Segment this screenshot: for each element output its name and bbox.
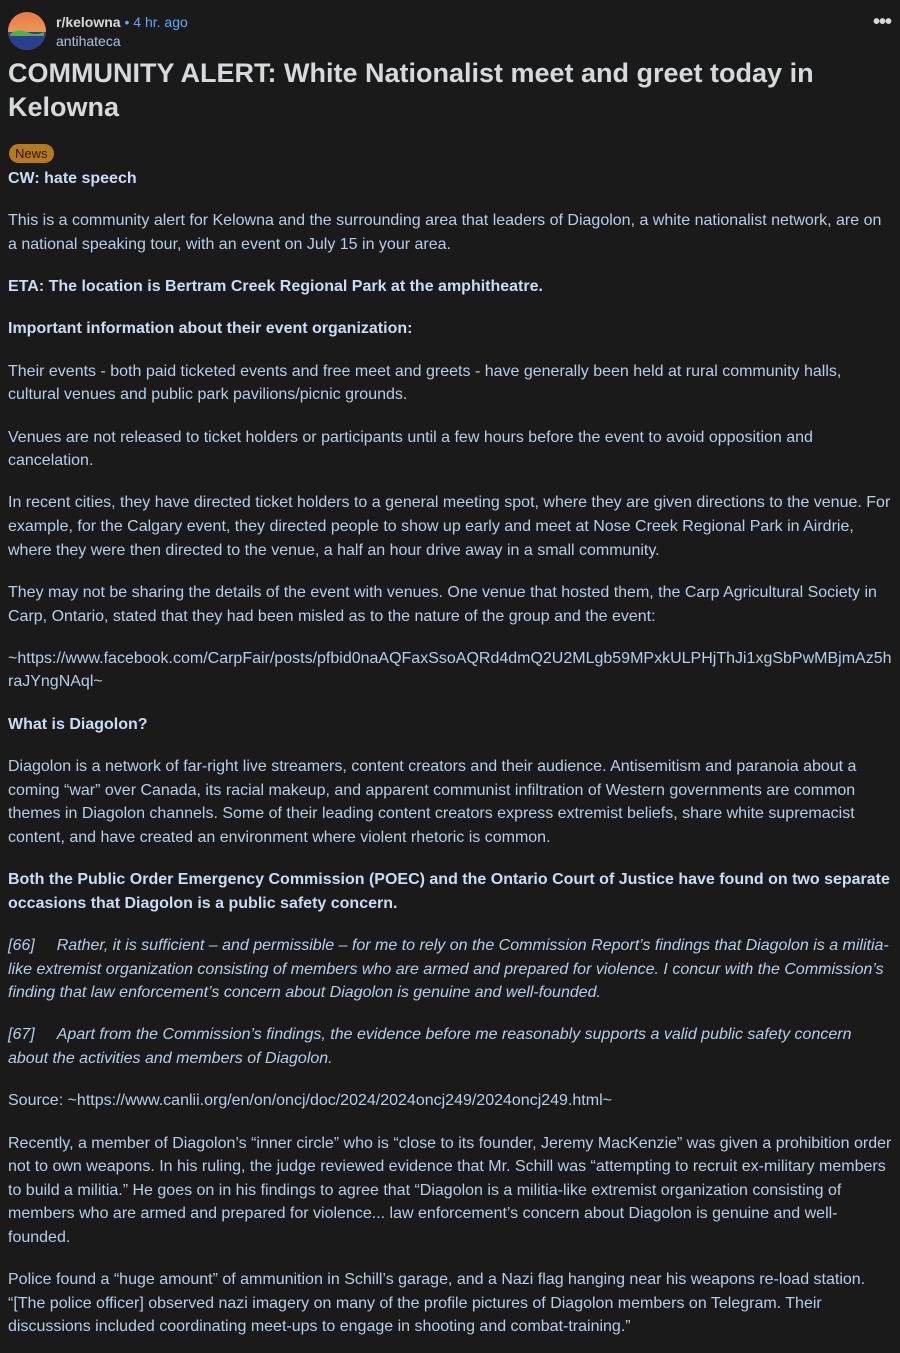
flair-badge[interactable]: News: [9, 144, 54, 163]
subreddit-name[interactable]: r/kelowna: [56, 14, 121, 30]
quote-67: [8, 1023, 892, 1070]
content-warning: CW: hate speech: [8, 170, 137, 187]
paragraph: Police found a “huge amount” of ammunition in Schill’s garage, and a Nazi flag hanging near his weapons re-load station. “[The police officer] observed nazi imagery on many of the profile pictures of Diagolon members on Telegram. Their discussions included coordinating meet-ups to engage in shooting and combat-training.”: [8, 1271, 866, 1336]
facebook-link-text: ~https://www.facebook.com/CarpFair/posts/pfbid0naAQFaxSsoAQRd4dmQ2U2MLgb59MPxkULPHjThJi1xgSbPwMBjmAz5hraJYngNAql~: [8, 649, 892, 691]
section-heading: Both the Public Order Emergency Commission (POEC) and the Ontario Court of Justice have found on two separate occasions that Diagolon is a public safety concern.: [8, 871, 890, 912]
paragraph: Diagolon is a network of far-right live streamers, content creators and their audience. Antisemitism and paranoia about a coming “war” over Canada, its racial makeup, and apparent communist infiltration of Western governments are common themes in Diagolon channels. Some of their leading content creators express extremist beliefs, share white supremacist content, and have created an environment where violent rhetoric is common.: [8, 757, 857, 846]
paragraph: They may not be sharing the details of the event with venues. One venue that hosted them, the Carp Agricultural Society in Carp, Ontario, stated that they had been misled as to the nature of the group and the event:: [8, 583, 877, 625]
location-heading: ETA: The location is Bertram Creek Regional Park at the amphitheatre.: [8, 278, 543, 296]
paragraph: In recent cities, they have directed ticket holders to a general meeting spot, where they are given directions to the venue. For example, for the Calgary event, they directed people to show up early and meet at Nose Creek Regional Park in Airdrie, where they were then directed to the venue, a half an hour drive away in a small community.: [8, 494, 891, 559]
author-name[interactable]: antihateca: [56, 33, 121, 49]
post-age: 4 hr. ago: [133, 14, 188, 30]
paragraph: Recently, a member of Diagolon’s “inner circle” who is “close to its founder, Jeremy MacKenzie” was given a prohibition order not to own weapons. In his ruling, the judge reviewed evidence that Mr. Schill was “attempting to recruit ex-military members to build a militia.” He goes on in his findings to agree that “Diagolon is a militia-like extremist organization consisting of members who are armed and prepared for violence... law enforcement’s concern about Diagolon is genuine and well-founded.: [8, 1134, 892, 1246]
post-title: COMMUNITY ALERT: White Nationalist meet and greet today in Kelowna: [8, 58, 814, 122]
source-line: Source: ~https://www.canlii.org/en/on/oncj/doc/2024/2024oncj249/2024oncj249.html~: [8, 1092, 612, 1110]
ellipsis-icon[interactable]: •••: [872, 11, 891, 33]
section-heading: What is Diagolon?: [8, 715, 148, 733]
quote-text: Apart from the Commission’s findings, the evidence before me reasonably supports a valid public safety concern about the activities and members of Diagolon.: [8, 1026, 852, 1067]
quote-66: [8, 934, 892, 1005]
subreddit-line: [56, 14, 188, 30]
paragraph: This is a community alert for Kelowna and the surrounding area that leaders of Diagolon, a white nationalist network, are on a national speaking tour, with an event on July 15 in your area.: [8, 212, 882, 253]
section-heading: Important information about their event organization:: [8, 320, 413, 338]
paragraph: Venues are not released to ticket holders or participants until a few hours before the event to avoid opposition and cancelation.: [8, 428, 813, 470]
quote-text: Rather, it is sufficient – and permissible – for me to rely on the Commission Report’s findings that Diagolon is a militia-like extremist organization consisting of members who are armed and prepared for violence. I concur with the Commission’s finding that law enforcement’s concern about Diagolon is genuine and well-founded.: [8, 936, 889, 1002]
paragraph: Their events - both paid ticketed events and free meet and greets - have generally been held at rural community halls, cultural venues and public park pavilions/picnic grounds.: [8, 362, 842, 404]
quote-number: [67]: [8, 1026, 35, 1044]
post-body: [8, 167, 892, 1339]
subreddit-avatar[interactable]: [8, 12, 46, 50]
separator-dot: •: [124, 14, 130, 30]
quote-number: [66]: [8, 936, 35, 954]
post-header: [0, 0, 900, 52]
